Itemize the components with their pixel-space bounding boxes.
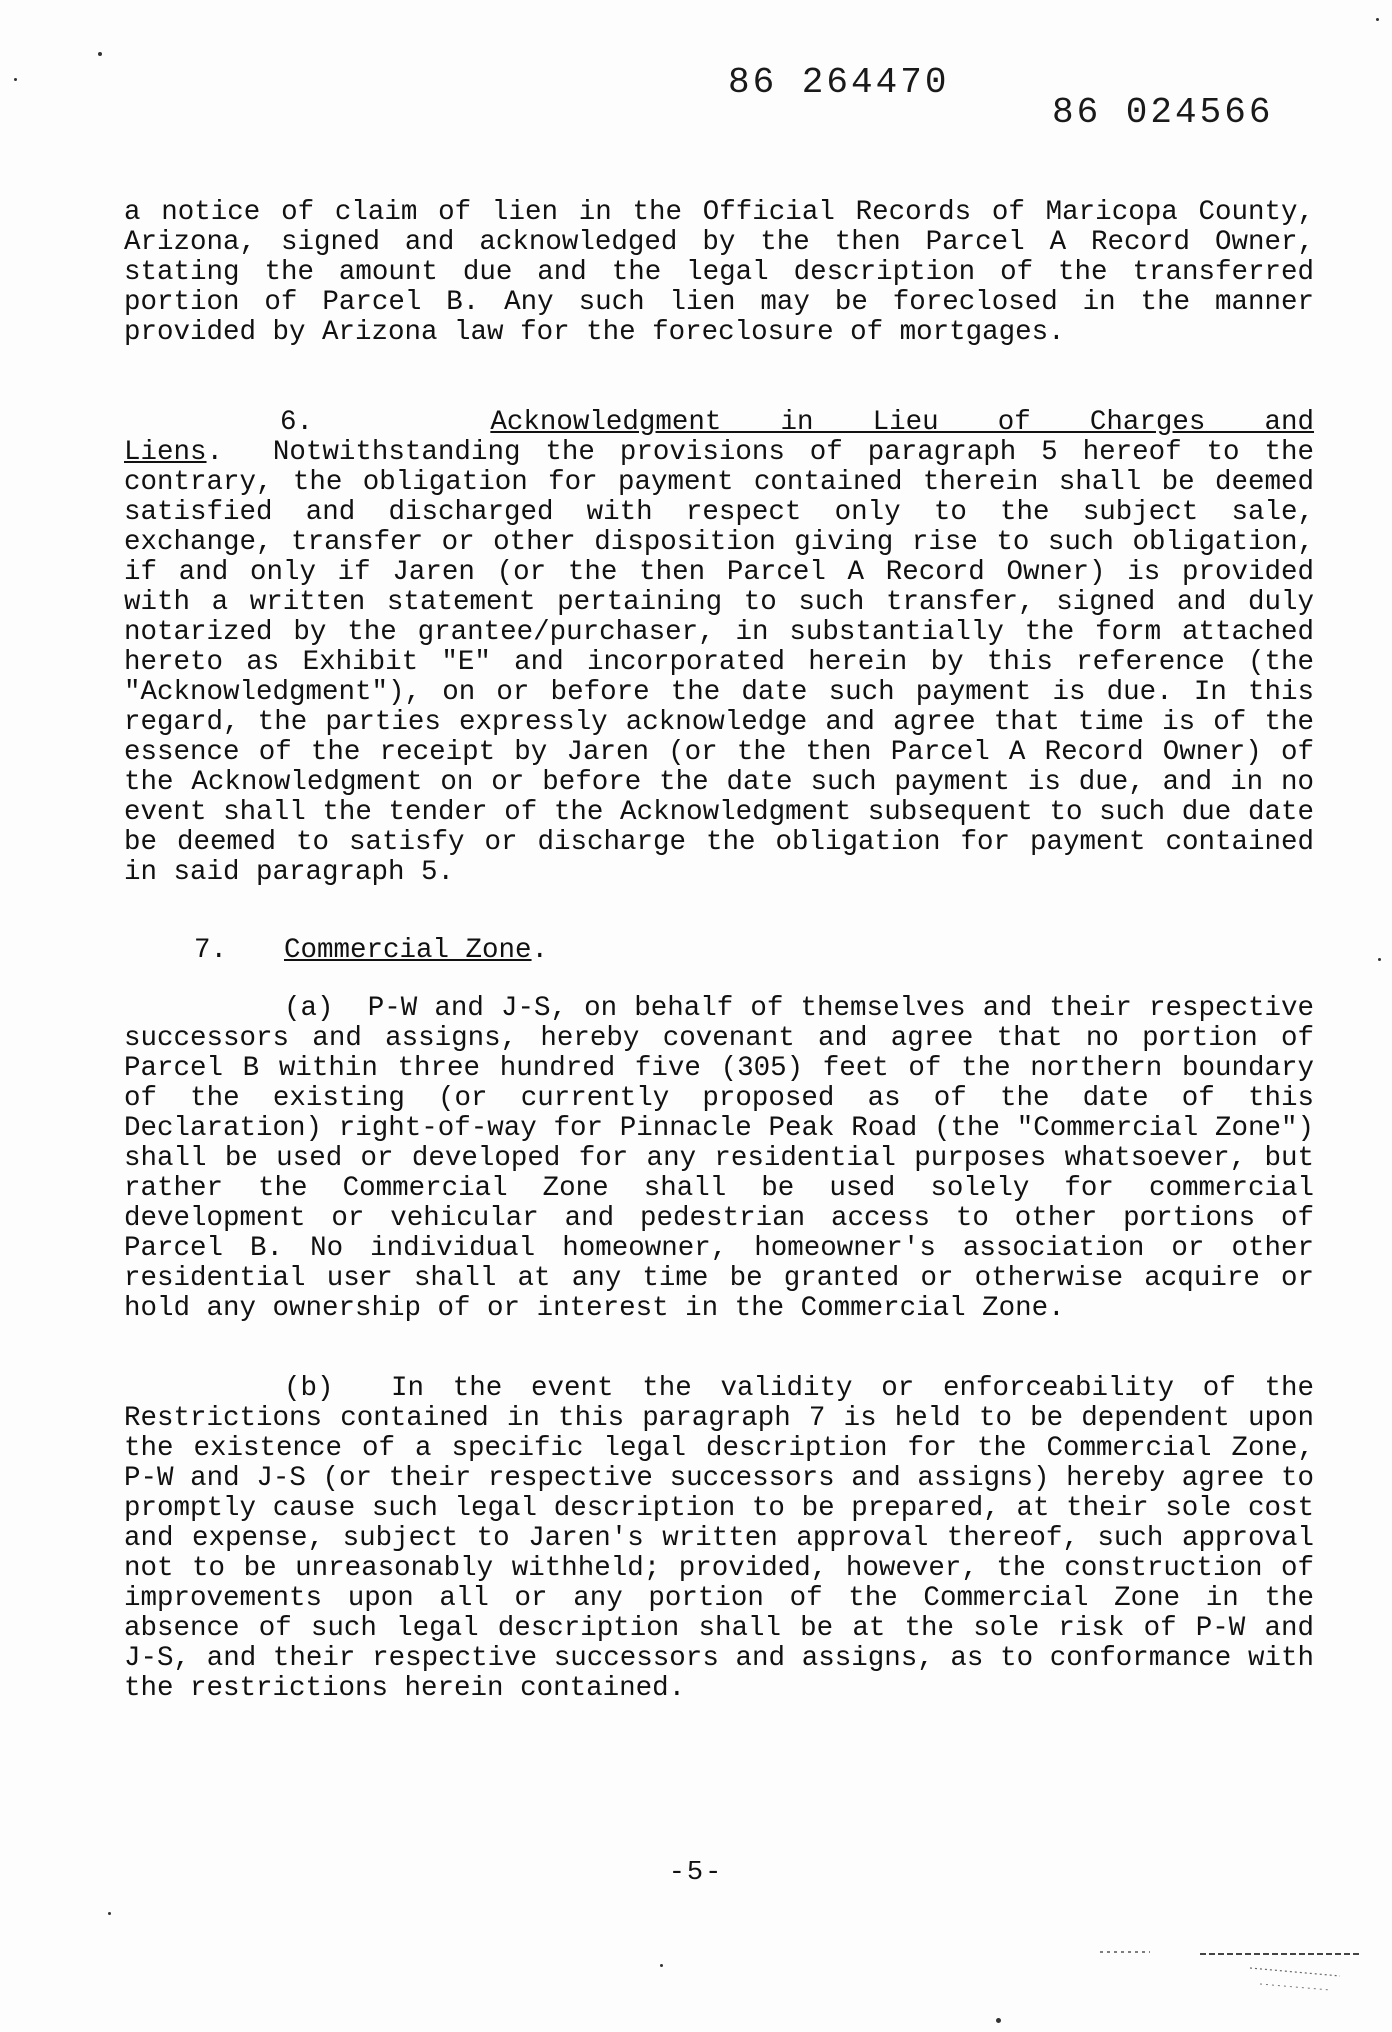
scan-speck bbox=[1378, 958, 1381, 961]
scan-speck bbox=[14, 78, 17, 81]
page-number: -5- bbox=[668, 1858, 724, 1888]
scan-noise bbox=[1080, 1946, 1360, 1996]
section-7-number: 7. bbox=[194, 935, 228, 966]
recording-stamp-primary: 86 264470 bbox=[728, 62, 950, 103]
scan-speck bbox=[1376, 18, 1379, 21]
scan-speck bbox=[98, 52, 102, 56]
section-6 bbox=[124, 408, 1314, 888]
section-7b-label: (b) bbox=[284, 1373, 334, 1404]
section-7-heading: Commercial Zone bbox=[284, 935, 532, 966]
section-7b bbox=[124, 1374, 1314, 1704]
section-6-number: 6. bbox=[280, 407, 314, 438]
recording-stamp-secondary: 86 024566 bbox=[1052, 92, 1274, 133]
scan-speck bbox=[996, 2018, 1001, 2023]
section-7-heading-punct: . bbox=[531, 935, 549, 966]
section-7b-body: In the event the validity or enforceability of the Restrictions contained in this paragraph 7 is held to be dependent upon the existence of a specific legal description for the Commercial Zone, P-W and J-S (or their respective successors and assigns) hereby agree to promptly cause such legal description to be prepared, at their sole cost and expense, subject to Jaren's written approval thereof, such approval not to be unreasonably withheld; provided, however, the construction of improvements upon all or any portion of the Commercial Zone in the absence of such legal description shall be at the sole risk of P-W and J-S, and their respective successors and assigns, as to conformance with the restrictions herein contained. bbox=[124, 1373, 1314, 1704]
scan-speck bbox=[660, 1964, 663, 1967]
scan-speck bbox=[108, 1912, 111, 1915]
intro-paragraph: a notice of claim of lien in the Official Records of Maricopa County, Arizona, signed and acknowledged by the then Parcel A Record Owner, stating the amount due and the legal description of the transferred portion of Parcel B. Any such lien may be foreclosed in the manner provided by Arizona law for the foreclosure of mortgages. bbox=[124, 197, 1314, 348]
section-6-heading: Acknowledgment in Lieu of Charges and Liens bbox=[124, 407, 1314, 468]
section-7a bbox=[124, 994, 1314, 1324]
section-6-heading-punct: . bbox=[206, 437, 224, 468]
section-7-heading-line bbox=[124, 936, 1314, 966]
section-7a-label: (a) bbox=[284, 993, 334, 1024]
section-6-body: Notwithstanding the provisions of paragraph 5 hereof to the contrary, the obligation for payment contained therein shall be deemed satisfied and discharged with respect only to the subject sale, exchange, transfer or other disposition giving rise to such obligation, if and only if Jaren (or the then Parcel A Record Owner) is provided with a written statement pertaining to such transfer, signed and duly notarized by the grantee/purchaser, in substantially the form attached hereto as Exhibit "E" and incorporated herein by this reference (the "Acknowledgment"), on or before the date such payment is due. In this regard, the parties expressly acknowledge and agree that time is of the essence of the receipt by Jaren (or the then Parcel A Record Owner) of the Acknowledgment on or before the date such payment is due, and in no event shall the tender of the Acknowledgment subsequent to such due date be deemed to satisfy or discharge the obligation for payment contained in said paragraph 5. bbox=[124, 437, 1314, 888]
section-7a-body: P-W and J-S, on behalf of themselves and their respective successors and assigns, hereby covenant and agree that no portion of Parcel B within three hundred five (305) feet of the northern boundary of the existing (or currently proposed as of the date of this Declaration) right-of-way for Pinnacle Peak Road (the "Commercial Zone") shall be used or developed for any residential purposes whatsoever, but rather the Commercial Zone shall be used solely for commercial development or vehicular and pedestrian access to other portions of Parcel B. No individual homeowner, homeowner's association or other residential user shall at any time be granted or otherwise acquire or hold any ownership of or interest in the Commercial Zone. bbox=[124, 993, 1314, 1324]
